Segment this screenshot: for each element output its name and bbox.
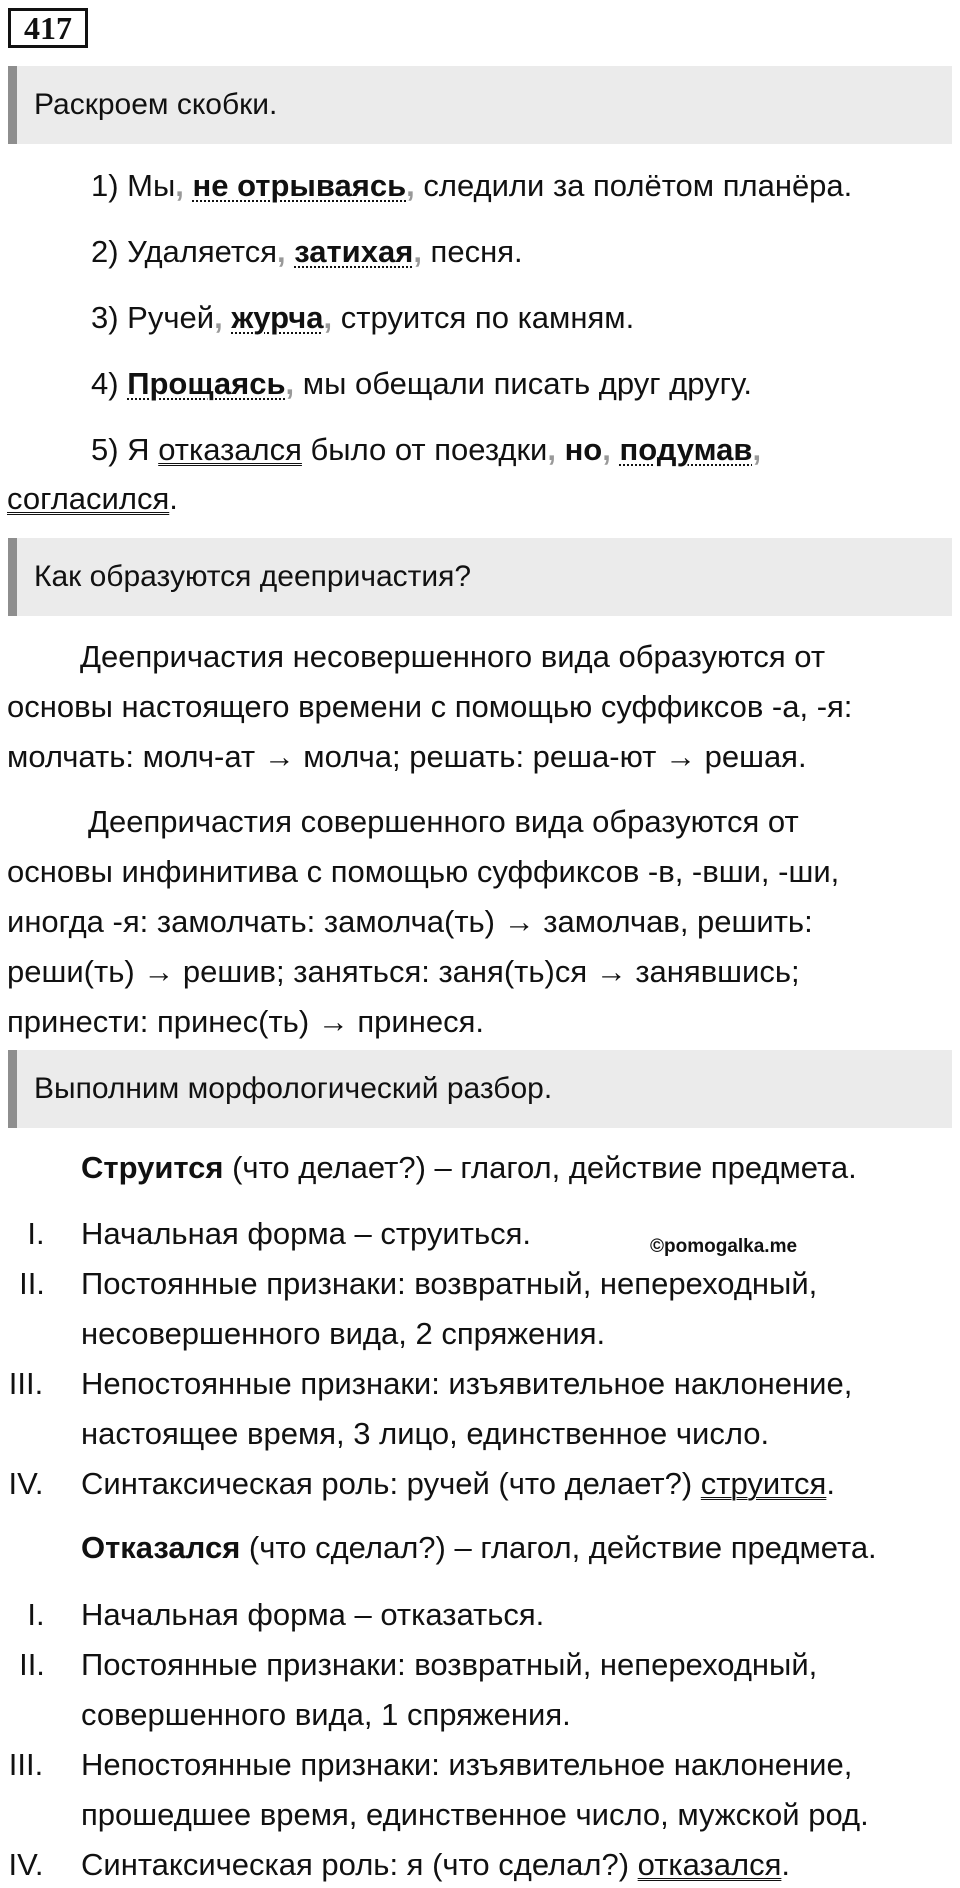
comma: , (413, 234, 422, 269)
analysis-2-item-3-line-1: Непостоянные признаки: изъявительное наклонение, (81, 1747, 853, 1782)
sentence-4-rest: мы обещали писать друг другу. (294, 366, 752, 401)
comma: , (277, 234, 286, 269)
comma: , (406, 168, 415, 203)
analysis-2-item-4-text: Синтаксическая роль: я (что сделал?) (81, 1847, 638, 1882)
analysis-2-item-4-end: . (781, 1847, 791, 1882)
analysis-1-word: Струится (81, 1150, 224, 1185)
formation-p2-line-3: иногда -я: замолчать: замолча(ть) → замолчав, решить: (7, 904, 813, 939)
sentence-5-conjunction: но (564, 432, 603, 467)
comma: , (547, 432, 556, 467)
task-number: 417 (8, 8, 88, 48)
sentence-3-rest: струится по камням. (332, 300, 635, 335)
formation-p2-line-5: принести: принес(ть) → принеся. (7, 1004, 484, 1039)
sentence-1-participle: не отрываясь (192, 168, 407, 203)
sentence-5-line-2 (7, 477, 178, 521)
sentence-5-end: . (169, 481, 178, 516)
analysis-2-item-2-line-1: Постоянные признаки: возвратный, непереходный, (81, 1647, 818, 1682)
formation-p2-line-2: основы инфинитива с помощью суффиксов -в, -вши, -ши, (7, 854, 840, 889)
analysis-2-item-1: Начальная форма – отказаться. (81, 1597, 545, 1632)
analysis-1-heading-rest: (что делает?) – глагол, действие предмета. (223, 1150, 857, 1185)
sentence-2-start: 2) Удаляется (91, 234, 277, 269)
sentence-5-predicate: отказался (158, 432, 302, 467)
comma: , (323, 300, 333, 335)
list-number: IV. (8, 1847, 44, 1882)
comma: , (214, 300, 223, 335)
analysis-1-item-4-predicate: струится (700, 1466, 827, 1501)
list-number: III. (8, 1366, 44, 1401)
analysis-1-heading (81, 1146, 857, 1190)
list-number: IV. (8, 1466, 44, 1501)
analysis-1-item-4-end: . (826, 1466, 835, 1501)
list-number: III. (8, 1747, 44, 1782)
formation-p2-line-1: Деепричастия совершенного вида образуются от (88, 804, 799, 839)
section-heading-formation: Как образуются деепричастия? (8, 538, 952, 616)
analysis-2-item-4 (81, 1843, 790, 1887)
list-number: I. (27, 1216, 45, 1251)
analysis-1-item-4 (81, 1462, 835, 1506)
sentence-4-start: 4) (91, 366, 128, 401)
analysis-2-heading (81, 1526, 877, 1570)
sentence-1-rest: следили за полётом планёра. (414, 168, 853, 203)
sentence-5-line-1 (91, 428, 761, 472)
analysis-2-word: Отказался (81, 1530, 241, 1565)
sentence-1-start: 1) Мы (91, 168, 176, 203)
section-heading-open-brackets: Раскроем скобки. (8, 66, 952, 144)
sentence-2 (91, 230, 523, 274)
comma: , (602, 432, 611, 467)
analysis-1-item-4-text: Синтаксическая роль: ручей (что делает?) (81, 1466, 701, 1501)
comma: , (175, 168, 184, 203)
sentence-5-start: 5) Я (91, 432, 159, 467)
sentence-2-rest: песня. (421, 234, 523, 269)
sentence-2-participle: затихая (294, 234, 414, 269)
sentence-4 (91, 362, 752, 406)
list-number: II. (19, 1647, 45, 1682)
sentence-3-start: 3) Ручей (91, 300, 215, 335)
comma: , (752, 432, 762, 467)
sentence-4-participle: Прощаясь (127, 366, 286, 401)
comma: , (285, 366, 295, 401)
analysis-2-item-4-predicate: отказался (637, 1847, 782, 1882)
sentence-3-participle: журча (231, 300, 324, 335)
sentence-5-predicate-2: согласился (7, 481, 170, 516)
formation-p1-line-1: Деепричастия несовершенного вида образуются от (80, 639, 826, 674)
sentence-5-participle: подумав (619, 432, 753, 467)
analysis-1-item-3-line-2: настоящее время, 3 лицо, единственное число. (81, 1416, 770, 1451)
analysis-2-item-3-line-2: прошедшее время, единственное число, мужской род. (81, 1797, 869, 1832)
formation-p1-line-2: основы настоящего времени с помощью суффиксов -а, -я: (7, 689, 853, 724)
analysis-1-item-1: Начальная форма – струиться. (81, 1216, 531, 1251)
formation-p2-line-4: реши(ть) → решив; заняться: заня(ть)ся → занявшись; (7, 954, 800, 989)
sentence-3 (91, 296, 634, 340)
list-number: II. (19, 1266, 45, 1301)
section-heading-morphology: Выполним морфологический разбор. (8, 1050, 952, 1128)
analysis-2-item-2-line-2: совершенного вида, 1 спряжения. (81, 1697, 571, 1732)
formation-p1-line-3: молчать: молч-ат → молча; решать: реша-ют → решая. (7, 739, 807, 774)
watermark: ©pomogalka.me (650, 1236, 798, 1257)
analysis-1-item-2-line-1: Постоянные признаки: возвратный, непереходный, (81, 1266, 818, 1301)
list-number: I. (27, 1597, 45, 1632)
analysis-1-item-2-line-2: несовершенного вида, 2 спряжения. (81, 1316, 606, 1351)
analysis-1-item-3-line-1: Непостоянные признаки: изъявительное наклонение, (81, 1366, 853, 1401)
sentence-1 (91, 164, 852, 208)
sentence-5-middle: было от поездки (301, 432, 548, 467)
analysis-2-heading-rest: (что сделал?) – глагол, действие предмета. (240, 1530, 877, 1565)
